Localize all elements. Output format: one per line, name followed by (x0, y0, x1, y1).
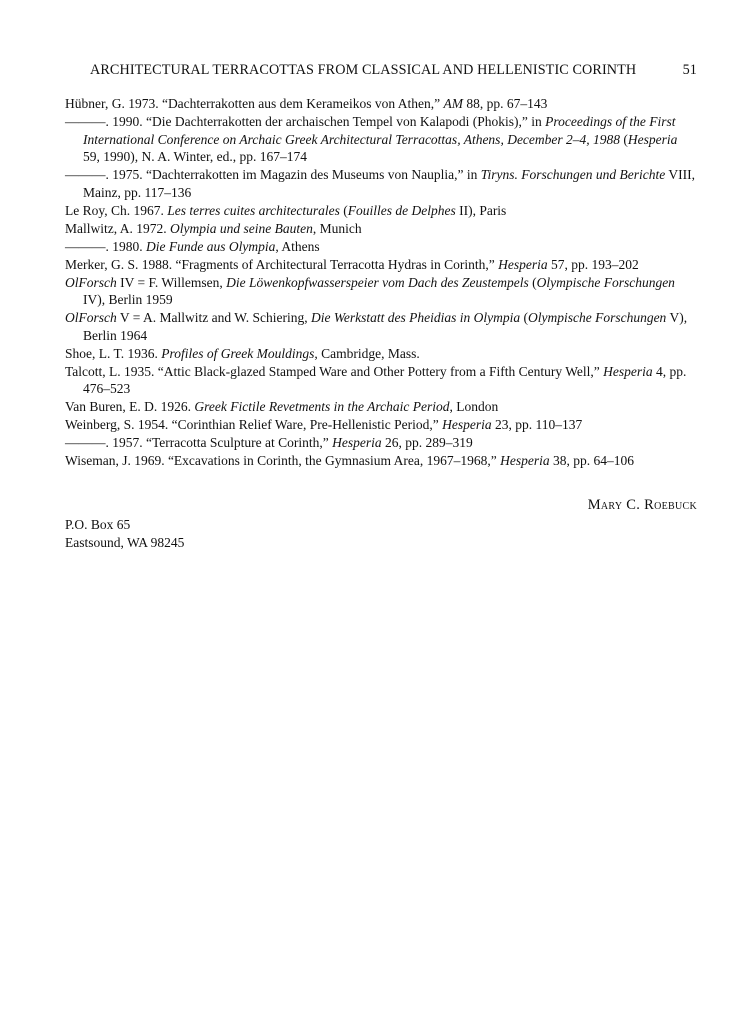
reference-italic-text: Hesperia (498, 256, 548, 272)
reference-entry (65, 113, 697, 166)
reference-entry (65, 452, 697, 470)
reference-text: ———. 1980. (65, 238, 146, 254)
reference-text: , Athens (275, 238, 320, 254)
reference-text: 23, pp. 110–137 (491, 417, 583, 432)
reference-text: Van Buren, E. D. 1926. (65, 399, 195, 414)
reference-italic-text: Tiryns. Forschungen und Berichte (480, 167, 666, 182)
reference-italic-text: Hesperia (603, 363, 653, 379)
reference-text: V = A. Mallwitz and W. Schiering, (116, 310, 311, 325)
reference-italic-text: Proceedings of the First International Conference on Archaic Greek Architectural Terracottas, Athens, December 2–4, 1988 (83, 114, 676, 147)
reference-italic-text: Die Funde aus Olympia (146, 238, 276, 254)
reference-italic-text: Greek Fictile Revetments in the Archaic Period (194, 399, 450, 414)
reference-text: ———. 1990. “Die Dachterrakotten der archaischen Tempel von Kalapodi (Phokis),” in (65, 114, 546, 129)
reference-text: Wiseman, J. 1969. “Excavations in Corinth, the Gymnasium Area, 1967–1968,” (65, 453, 501, 468)
reference-text: II), Paris (455, 202, 507, 218)
reference-italic-text: Hesperia (500, 453, 550, 468)
reference-text: ( (339, 202, 348, 218)
running-title: ARCHITECTURAL TERRACOTTAS FROM CLASSICAL AND HELLENISTIC CORINTH (90, 62, 637, 78)
reference-italic-text: Olympische Forschungen (527, 310, 667, 325)
bibliography-list (65, 95, 697, 470)
reference-text: IV), Berlin 1959 (83, 292, 173, 307)
reference-entry (65, 309, 697, 344)
reference-text: ( (528, 274, 537, 290)
reference-text: , London (449, 399, 499, 414)
reference-text: 4, pp. 476–523 (83, 363, 687, 396)
reference-italic-text: Die Werkstatt des Pheidias in Olympia (310, 310, 521, 325)
reference-italic-text: Olympia und seine Bauten (170, 220, 313, 236)
reference-text: 57, pp. 193–202 (547, 256, 639, 272)
reference-italic-text: Hesperia (627, 131, 678, 147)
reference-italic-text: Profiles of Greek Mouldings (161, 345, 315, 361)
reference-text: Weinberg, S. 1954. “Corinthian Relief Ware, Pre-Hellenistic Period,” (65, 417, 443, 432)
reference-entry (65, 202, 697, 220)
reference-text: , Cambridge, Mass. (314, 345, 420, 361)
reference-text: , Munich (312, 220, 362, 236)
reference-text: ( (620, 131, 628, 147)
reference-text: 26, pp. 289–319 (381, 435, 473, 450)
reference-entry (65, 434, 697, 452)
reference-italic-text: Fouilles de Delphes (347, 202, 456, 218)
reference-italic-text: Hesperia (442, 417, 492, 432)
reference-text: ———. 1975. “Dachterrakotten im Magazin des Museums von Nauplia,” in (65, 167, 481, 182)
address-line-1: P.O. Box 65 (65, 517, 131, 532)
reference-text: Hübner, G. 1973. “Dachterrakotten aus dem Kerameikos von Athen,” (65, 96, 444, 111)
reference-italic-text: Die Löwenkopfwasserspeier vom Dach des Zeustempels (226, 274, 529, 290)
author-address (65, 516, 184, 552)
reference-text: 38, pp. 64–106 (549, 453, 635, 468)
reference-italic-text: OlForsch (65, 310, 117, 325)
reference-italic-text: Les terres cuites architecturales (167, 202, 340, 218)
reference-entry (65, 398, 697, 416)
reference-text: ( (520, 310, 528, 325)
reference-entry (65, 345, 697, 363)
reference-text: ———. 1957. “Terracotta Sculpture at Corinth,” (65, 435, 333, 450)
reference-text: 59, 1990), N. A. Winter, ed., pp. 167–174 (83, 149, 308, 164)
reference-text: V), Berlin 1964 (83, 310, 688, 343)
reference-entry (65, 220, 697, 238)
reference-text: 88, pp. 67–143 (462, 96, 548, 111)
reference-entry (65, 95, 697, 113)
reference-entry (65, 363, 697, 398)
reference-italic-text: Olympische Forschungen (536, 274, 675, 290)
author-signature: Mary C. Roebuck (587, 497, 697, 513)
reference-italic-text: AM (443, 96, 463, 111)
reference-text: IV = F. Willemsen, (116, 274, 227, 290)
reference-text: Merker, G. S. 1988. “Fragments of Architectural Terracotta Hydras in Corinth,” (65, 256, 499, 272)
reference-text: Talcott, L. 1935. “Attic Black-glazed Stamped Ware and Other Pottery from a Fifth Century Well,” (65, 363, 604, 379)
reference-text: Shoe, L. T. 1936. (65, 345, 162, 361)
reference-italic-text: OlForsch (65, 274, 117, 290)
reference-entry (65, 238, 697, 256)
reference-italic-text: Hesperia (332, 435, 382, 450)
reference-entry (65, 166, 697, 201)
reference-text: Mallwitz, A. 1972. (65, 220, 170, 236)
reference-text: Le Roy, Ch. 1967. (65, 202, 168, 218)
reference-entry (65, 256, 697, 274)
reference-entry (65, 274, 697, 309)
reference-entry (65, 416, 697, 434)
reference-text: VIII, Mainz, pp. 117–136 (83, 167, 696, 200)
page-number: 51 (682, 62, 697, 78)
address-line-2: Eastsound, WA 98245 (65, 535, 185, 550)
